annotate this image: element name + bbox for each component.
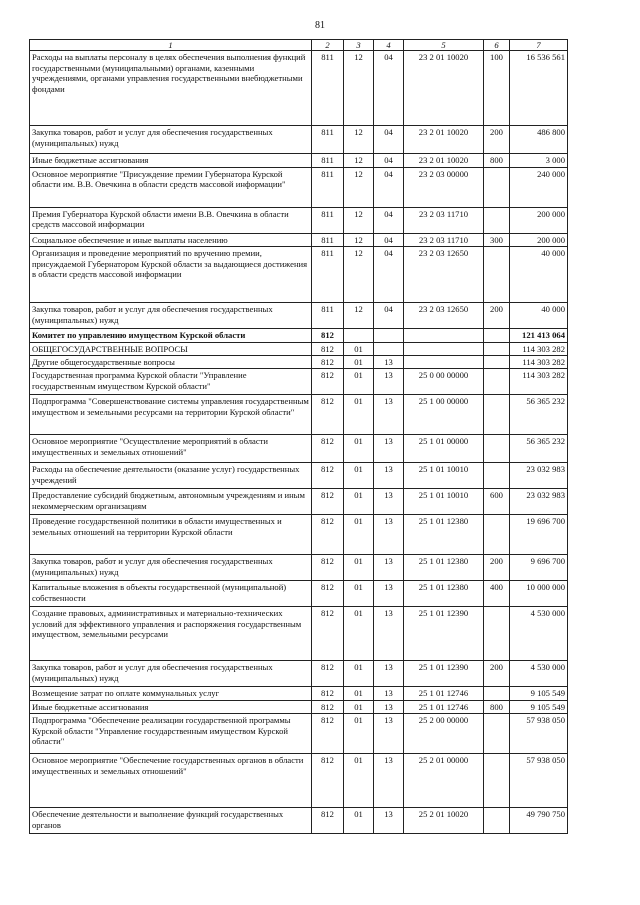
row-expense-type: 800 <box>484 700 510 713</box>
row-expense-type: 300 <box>484 233 510 246</box>
row-admin-code: 812 <box>312 661 344 687</box>
row-expense-type <box>484 342 510 355</box>
column-header: 4 <box>374 40 404 51</box>
row-section-code: 12 <box>344 303 374 329</box>
row-target-article <box>404 356 484 369</box>
row-description: Закупка товаров, работ и услуг для обеспечения государственных (муниципальных) нужд <box>30 126 312 154</box>
row-subsection-code: 04 <box>374 167 404 207</box>
row-section-code: 01 <box>344 700 374 713</box>
row-expense-type <box>484 607 510 661</box>
row-target-article: 25 2 01 10020 <box>404 808 484 834</box>
row-admin-code: 812 <box>312 700 344 713</box>
row-target-article: 23 2 01 10020 <box>404 51 484 126</box>
row-subsection-code: 13 <box>374 395 404 435</box>
table-row <box>30 154 568 167</box>
row-section-code: 12 <box>344 167 374 207</box>
row-section-code: 01 <box>344 687 374 700</box>
row-admin-code: 812 <box>312 607 344 661</box>
row-amount: 23 032 983 <box>510 489 568 515</box>
row-target-article: 25 1 01 12390 <box>404 607 484 661</box>
row-target-article: 23 2 01 10020 <box>404 154 484 167</box>
row-admin-code: 811 <box>312 207 344 233</box>
table-row <box>30 207 568 233</box>
row-amount: 16 536 561 <box>510 51 568 126</box>
table-row <box>30 329 568 342</box>
row-section-code: 01 <box>344 661 374 687</box>
row-section-code: 12 <box>344 126 374 154</box>
row-amount: 40 000 <box>510 247 568 303</box>
table-row <box>30 808 568 834</box>
row-description: Основное мероприятие "Осуществление мероприятий в области имущественных и земельных отношений" <box>30 435 312 463</box>
row-section-code: 01 <box>344 342 374 355</box>
row-amount: 40 000 <box>510 303 568 329</box>
row-expense-type <box>484 167 510 207</box>
row-target-article: 25 1 01 10010 <box>404 489 484 515</box>
row-description: Государственная программа Курской области "Управление государственным имуществом Курской области" <box>30 369 312 395</box>
row-amount: 3 000 <box>510 154 568 167</box>
row-section-code: 01 <box>344 395 374 435</box>
row-amount: 114 303 282 <box>510 342 568 355</box>
row-section-code: 01 <box>344 555 374 581</box>
table-row <box>30 714 568 754</box>
row-target-article: 25 1 00 00000 <box>404 395 484 435</box>
row-section-code: 12 <box>344 154 374 167</box>
row-section-code: 01 <box>344 714 374 754</box>
row-description: Социальное обеспечение и иные выплаты населению <box>30 233 312 246</box>
row-target-article: 25 1 01 12746 <box>404 687 484 700</box>
table-row <box>30 555 568 581</box>
row-section-code: 01 <box>344 808 374 834</box>
row-expense-type: 800 <box>484 154 510 167</box>
row-expense-type: 400 <box>484 581 510 607</box>
row-admin-code: 812 <box>312 329 344 342</box>
row-amount: 56 365 232 <box>510 395 568 435</box>
table-row <box>30 607 568 661</box>
row-target-article: 25 1 01 10010 <box>404 463 484 489</box>
row-subsection-code: 13 <box>374 754 404 808</box>
row-expense-type <box>484 754 510 808</box>
row-amount: 9 105 549 <box>510 687 568 700</box>
row-admin-code: 812 <box>312 687 344 700</box>
row-target-article: 23 2 03 00000 <box>404 167 484 207</box>
row-subsection-code: 13 <box>374 714 404 754</box>
row-subsection-code: 04 <box>374 51 404 126</box>
row-admin-code: 811 <box>312 233 344 246</box>
row-description: Расходы на обеспечение деятельности (оказание услуг) государственных учреждений <box>30 463 312 489</box>
row-subsection-code: 13 <box>374 700 404 713</box>
row-target-article: 23 2 03 11710 <box>404 233 484 246</box>
row-admin-code: 812 <box>312 435 344 463</box>
row-subsection-code <box>374 329 404 342</box>
row-target-article: 23 2 03 11710 <box>404 207 484 233</box>
row-admin-code: 812 <box>312 581 344 607</box>
row-admin-code: 811 <box>312 247 344 303</box>
row-subsection-code: 04 <box>374 126 404 154</box>
table-row <box>30 395 568 435</box>
row-expense-type: 100 <box>484 51 510 126</box>
table-row <box>30 167 568 207</box>
table-row <box>30 303 568 329</box>
row-amount: 56 365 232 <box>510 435 568 463</box>
row-section-code: 01 <box>344 581 374 607</box>
row-description: Организация и проведение мероприятий по вручению премии, присуждаемой Губернатором Курской области за выдающиеся достижения в области средств массовой информации <box>30 247 312 303</box>
row-expense-type <box>484 687 510 700</box>
row-admin-code: 812 <box>312 369 344 395</box>
row-target-article: 23 2 01 10020 <box>404 126 484 154</box>
table-row <box>30 581 568 607</box>
row-subsection-code <box>374 342 404 355</box>
row-admin-code: 812 <box>312 395 344 435</box>
row-target-article <box>404 342 484 355</box>
row-subsection-code: 04 <box>374 303 404 329</box>
row-subsection-code: 13 <box>374 463 404 489</box>
row-admin-code: 812 <box>312 356 344 369</box>
row-section-code: 01 <box>344 356 374 369</box>
row-expense-type <box>484 247 510 303</box>
row-target-article: 25 2 00 00000 <box>404 714 484 754</box>
row-expense-type <box>484 435 510 463</box>
row-subsection-code: 13 <box>374 515 404 555</box>
column-header: 5 <box>404 40 484 51</box>
row-description: Подпрограмма "Совершенствование системы управления государственным имуществом и земельными ресурсами на территории Курской области" <box>30 395 312 435</box>
table-row <box>30 51 568 126</box>
row-amount: 23 032 983 <box>510 463 568 489</box>
row-section-code <box>344 329 374 342</box>
row-subsection-code: 13 <box>374 808 404 834</box>
row-description: Закупка товаров, работ и услуг для обеспечения государственных (муниципальных) нужд <box>30 555 312 581</box>
row-expense-type <box>484 714 510 754</box>
row-amount: 121 413 064 <box>510 329 568 342</box>
row-expense-type <box>484 356 510 369</box>
row-description: Иные бюджетные ассигнования <box>30 154 312 167</box>
row-description: Капитальные вложения в объекты государственной (муниципальной) собственности <box>30 581 312 607</box>
row-section-code: 01 <box>344 489 374 515</box>
row-section-code: 01 <box>344 607 374 661</box>
row-target-article <box>404 329 484 342</box>
row-expense-type: 200 <box>484 555 510 581</box>
row-amount: 114 303 282 <box>510 369 568 395</box>
row-amount: 486 800 <box>510 126 568 154</box>
row-admin-code: 811 <box>312 126 344 154</box>
row-subsection-code: 13 <box>374 687 404 700</box>
row-description: Подпрограмма "Обеспечение реализации государственной программы Курской области "Управление государственным имуществом Курской области" <box>30 714 312 754</box>
row-subsection-code: 04 <box>374 207 404 233</box>
row-amount: 200 000 <box>510 207 568 233</box>
row-admin-code: 811 <box>312 167 344 207</box>
row-expense-type <box>484 329 510 342</box>
row-expense-type: 200 <box>484 303 510 329</box>
page-number: 81 <box>315 20 325 31</box>
row-amount: 200 000 <box>510 233 568 246</box>
row-admin-code: 811 <box>312 154 344 167</box>
row-admin-code: 812 <box>312 808 344 834</box>
row-expense-type <box>484 463 510 489</box>
row-amount: 10 000 000 <box>510 581 568 607</box>
column-header: 3 <box>344 40 374 51</box>
row-target-article: 25 1 01 12380 <box>404 581 484 607</box>
row-section-code: 01 <box>344 463 374 489</box>
table-row <box>30 687 568 700</box>
row-amount: 9 696 700 <box>510 555 568 581</box>
row-section-code: 12 <box>344 233 374 246</box>
table-row <box>30 435 568 463</box>
table-row <box>30 515 568 555</box>
row-amount: 240 000 <box>510 167 568 207</box>
row-target-article: 25 0 00 00000 <box>404 369 484 395</box>
row-section-code: 01 <box>344 754 374 808</box>
table-row <box>30 247 568 303</box>
row-section-code: 12 <box>344 207 374 233</box>
row-amount: 4 530 000 <box>510 607 568 661</box>
table-row <box>30 233 568 246</box>
row-description: Закупка товаров, работ и услуг для обеспечения государственных (муниципальных) нужд <box>30 661 312 687</box>
row-amount: 4 530 000 <box>510 661 568 687</box>
row-expense-type <box>484 207 510 233</box>
column-header: 2 <box>312 40 344 51</box>
row-admin-code: 812 <box>312 754 344 808</box>
row-description: Проведение государственной политики в области имущественных и земельных отношений на территории Курской области <box>30 515 312 555</box>
header-row <box>30 40 568 51</box>
row-amount: 49 790 750 <box>510 808 568 834</box>
row-description: Расходы на выплаты персоналу в целях обеспечения выполнения функций государственными (муниципальными) органами, казенными учреждениями, органами управления государственными внебюджетными фондами <box>30 51 312 126</box>
row-section-code: 12 <box>344 51 374 126</box>
row-target-article: 25 1 01 12380 <box>404 555 484 581</box>
row-section-code: 01 <box>344 369 374 395</box>
row-target-article: 23 2 03 12650 <box>404 247 484 303</box>
row-amount: 57 938 050 <box>510 714 568 754</box>
row-subsection-code: 13 <box>374 661 404 687</box>
row-target-article: 25 1 01 00000 <box>404 435 484 463</box>
row-subsection-code: 04 <box>374 233 404 246</box>
row-description: Иные бюджетные ассигнования <box>30 700 312 713</box>
budget-table <box>29 39 568 834</box>
table-row <box>30 754 568 808</box>
row-expense-type <box>484 808 510 834</box>
row-amount: 19 696 700 <box>510 515 568 555</box>
row-admin-code: 812 <box>312 714 344 754</box>
row-admin-code: 811 <box>312 303 344 329</box>
row-description: Другие общегосударственные вопросы <box>30 356 312 369</box>
table-row <box>30 369 568 395</box>
column-header: 1 <box>30 40 312 51</box>
row-description: Комитет по управлению имуществом Курской области <box>30 329 312 342</box>
row-description: Создание правовых, административных и материально-технических условий для эффективного управления и распоряжения государственным имуществом, земельными ресурсами <box>30 607 312 661</box>
row-target-article: 25 2 01 00000 <box>404 754 484 808</box>
row-description: Закупка товаров, работ и услуг для обеспечения государственных (муниципальных) нужд <box>30 303 312 329</box>
table-row <box>30 463 568 489</box>
row-section-code: 12 <box>344 247 374 303</box>
row-amount: 9 105 549 <box>510 700 568 713</box>
column-header: 7 <box>510 40 568 51</box>
row-expense-type <box>484 515 510 555</box>
row-target-article: 25 1 01 12380 <box>404 515 484 555</box>
row-subsection-code: 04 <box>374 247 404 303</box>
row-description: Предоставление субсидий бюджетным, автономным учреждениям и иным некоммерческим организациям <box>30 489 312 515</box>
row-target-article: 23 2 03 12650 <box>404 303 484 329</box>
row-expense-type: 200 <box>484 126 510 154</box>
row-subsection-code: 13 <box>374 356 404 369</box>
row-subsection-code: 13 <box>374 435 404 463</box>
row-subsection-code: 13 <box>374 369 404 395</box>
row-subsection-code: 13 <box>374 581 404 607</box>
row-admin-code: 812 <box>312 342 344 355</box>
table-row <box>30 700 568 713</box>
table-row <box>30 489 568 515</box>
row-admin-code: 812 <box>312 515 344 555</box>
row-section-code: 01 <box>344 515 374 555</box>
row-expense-type <box>484 369 510 395</box>
table-row <box>30 126 568 154</box>
row-subsection-code: 13 <box>374 607 404 661</box>
row-admin-code: 811 <box>312 51 344 126</box>
row-expense-type: 600 <box>484 489 510 515</box>
row-description: Возмещение затрат по оплате коммунальных услуг <box>30 687 312 700</box>
row-target-article: 25 1 01 12390 <box>404 661 484 687</box>
row-subsection-code: 13 <box>374 555 404 581</box>
row-description: ОБЩЕГОСУДАРСТВЕННЫЕ ВОПРОСЫ <box>30 342 312 355</box>
row-admin-code: 812 <box>312 463 344 489</box>
row-description: Основное мероприятие "Присуждение премии Губернатора Курской области им. В.В. Овечкина в области средств массовой информации" <box>30 167 312 207</box>
row-expense-type <box>484 395 510 435</box>
row-description: Основное мероприятие "Обеспечение государственных органов в области имущественных и земельных отношений" <box>30 754 312 808</box>
column-header: 6 <box>484 40 510 51</box>
table-row <box>30 342 568 355</box>
row-amount: 57 938 050 <box>510 754 568 808</box>
row-expense-type: 200 <box>484 661 510 687</box>
table-body <box>30 51 568 834</box>
row-amount: 114 303 282 <box>510 356 568 369</box>
row-description: Премия Губернатора Курской области имени В.В. Овечкина в области средств массовой информации <box>30 207 312 233</box>
row-subsection-code: 04 <box>374 154 404 167</box>
table-row <box>30 356 568 369</box>
row-target-article: 25 1 01 12746 <box>404 700 484 713</box>
row-admin-code: 812 <box>312 489 344 515</box>
row-description: Обеспечение деятельности и выполнение функций государственных органов <box>30 808 312 834</box>
row-section-code: 01 <box>344 435 374 463</box>
row-admin-code: 812 <box>312 555 344 581</box>
row-subsection-code: 13 <box>374 489 404 515</box>
table-row <box>30 661 568 687</box>
